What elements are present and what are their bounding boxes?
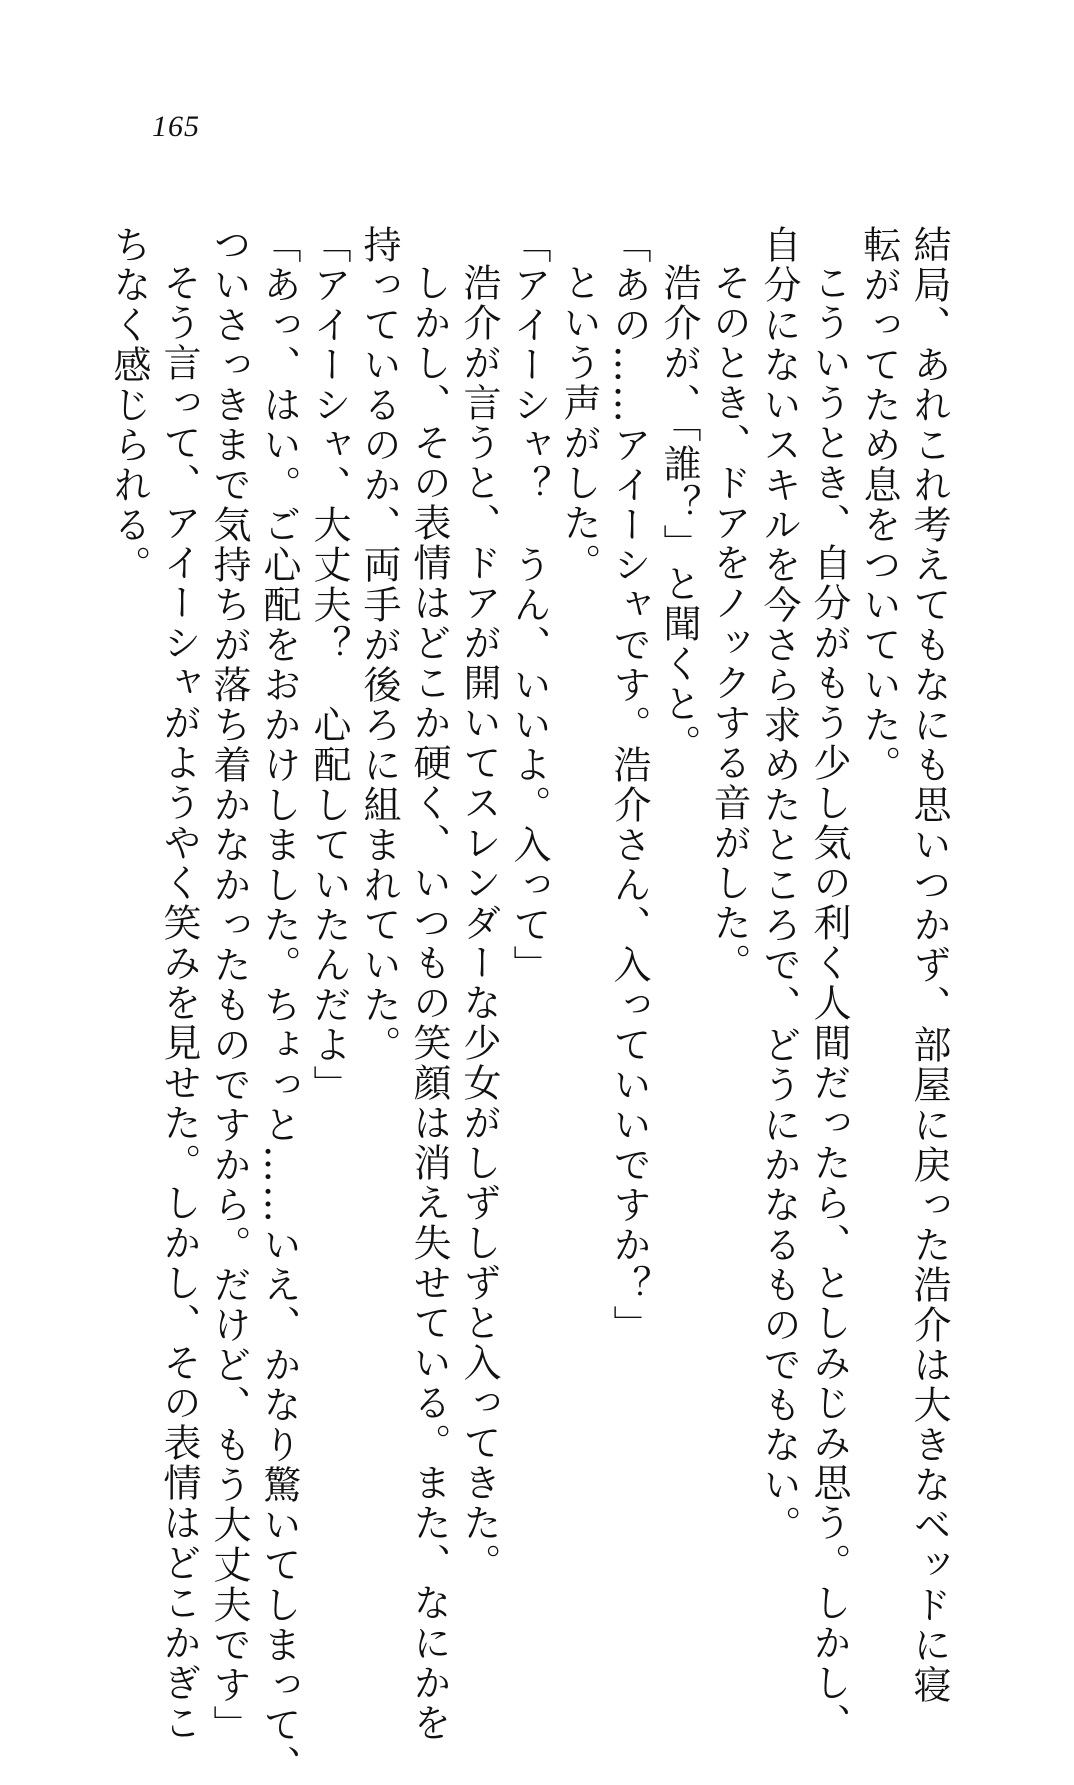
text-line: 浩介が、「誰？」と聞くと。 bbox=[657, 263, 701, 764]
text-line: 浩介が言うと、ドアが開いてスレンダーな少女がしずしずと入ってきた。 bbox=[457, 263, 501, 1583]
text-line: そう言って、アイーシャがようやく笑みを見せた。しかし、その表情はどこかぎこ bbox=[157, 263, 201, 1743]
text-line: 結局、あれこれ考えてもなにも思いつかず、部屋に戻った浩介は大きなベッドに寝 bbox=[907, 225, 951, 1705]
text-line: こういうとき、自分がもう少し気の利く人間だったら、としみじみ思う。しかし、 bbox=[807, 263, 851, 1743]
text-line: 「あっ、はい。ご心配をおかけしました。ちょっと……いえ、かなり驚いてしまって、 bbox=[257, 225, 301, 1785]
text-line: 転がってため息をついていた。 bbox=[857, 225, 901, 785]
text-line: そのとき、ドアをノックする音がした。 bbox=[707, 263, 751, 983]
text-line: ついさっきまで気持ちが落ち着かなかったものですから。だけど、もう大丈夫です」 bbox=[207, 225, 251, 1745]
text-line: 「あの……アイーシャです。浩介さん、入っていいですか？」 bbox=[607, 225, 651, 1345]
body-text bbox=[107, 225, 954, 1785]
text-line: しかし、その表情はどこか硬く、いつもの笑顔は消え失せている。また、なにかを bbox=[407, 263, 451, 1743]
page-number: 165 bbox=[152, 110, 200, 143]
text-line: 「アイーシャ？ うん、いいよ。入って」 bbox=[507, 225, 551, 985]
text-line: 「アイーシャ、大丈夫？ 心配していたんだよ」 bbox=[307, 225, 351, 1105]
text-line: 自分にないスキルを今さら求めたところで、どうにかなるものでもない。 bbox=[757, 225, 801, 1545]
text-line: という声がした。 bbox=[557, 263, 601, 583]
text-line: 持っているのか、両手が後ろに組まれていた。 bbox=[357, 225, 401, 1065]
text-line: ちなく感じられる。 bbox=[107, 225, 151, 585]
